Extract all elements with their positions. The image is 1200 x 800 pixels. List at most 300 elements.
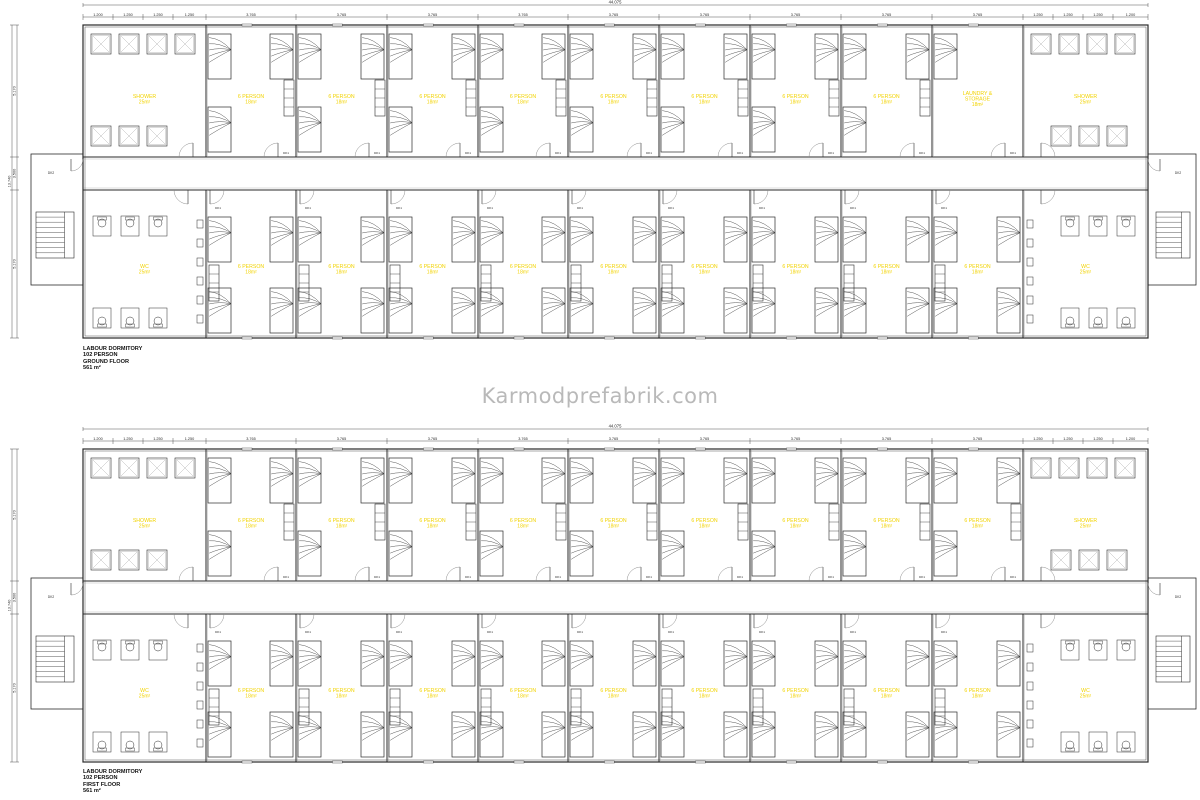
door-swing-arc xyxy=(572,614,586,628)
bed-fold-line xyxy=(209,547,231,560)
door-swing-arc xyxy=(663,190,677,204)
window-mark xyxy=(695,24,705,26)
bed-fold-line xyxy=(390,474,412,480)
window-mark xyxy=(786,761,796,763)
bed-fold-line xyxy=(299,656,321,657)
room-label-top-6-name: 6 PERSON xyxy=(691,94,718,100)
bed-fold-line xyxy=(390,728,412,734)
bed-fold-line xyxy=(543,728,565,741)
bed-fold-line xyxy=(725,50,747,56)
bed-fold-line xyxy=(209,728,231,734)
building-outline xyxy=(83,25,1148,338)
toilet-cistern xyxy=(154,217,163,220)
toilet-bowl xyxy=(1094,317,1102,325)
bed-fold-line xyxy=(935,728,957,734)
bed-fold-line xyxy=(481,50,503,56)
bed-fold-line xyxy=(390,123,412,136)
bed-fold-line xyxy=(907,304,929,310)
bed-fold-line xyxy=(209,50,231,56)
bed-fold-line xyxy=(481,547,503,553)
room-label-bottom-3-area: 18m² xyxy=(426,693,439,700)
room-label-bottom-8-name: 6 PERSON xyxy=(873,688,900,694)
door-swing-arc xyxy=(1041,567,1055,581)
toilet-bowl xyxy=(126,317,134,325)
bed-fold-line xyxy=(634,233,656,239)
toilet-cistern xyxy=(1066,641,1075,644)
bed-fold-line xyxy=(662,122,684,123)
toilet-bowl xyxy=(154,643,162,651)
bed-fold-line xyxy=(299,547,321,553)
bed-fold-line xyxy=(209,233,231,246)
room-label-top-8-area: 18m² xyxy=(880,523,893,530)
bed-fold-line xyxy=(907,657,929,670)
bed-fold-line xyxy=(816,304,838,317)
bed-fold-line xyxy=(816,474,838,480)
bed-fold-line xyxy=(390,233,412,239)
dimension-segment-label: 1.250 xyxy=(1093,12,1103,17)
door-swing-arc xyxy=(845,614,859,628)
room-label-top-1-name: 6 PERSON xyxy=(237,94,265,100)
bed-fold-line xyxy=(362,49,384,50)
bed-fold-line xyxy=(481,474,503,487)
bed-fold-line xyxy=(271,233,293,246)
bed-fold-line xyxy=(453,50,475,56)
door-swing-arc xyxy=(1148,583,1160,595)
bed-fold-line xyxy=(998,657,1020,670)
door-tag: DK1 xyxy=(646,575,652,579)
room-label-top-8-area: 18m² xyxy=(880,99,893,106)
dimension-segment-label: 1.250 xyxy=(153,436,163,441)
bed-fold-line xyxy=(935,547,957,553)
toilet-cistern xyxy=(1122,324,1131,327)
toilet-cistern xyxy=(126,217,135,220)
basin xyxy=(197,220,203,228)
window-mark xyxy=(604,24,614,26)
toilet-bowl xyxy=(1122,317,1130,325)
bed-fold-line xyxy=(753,304,775,310)
bed-fold-line xyxy=(816,49,838,50)
room-label-bottom-10-area: 25m² xyxy=(1079,693,1092,700)
bed-fold-line xyxy=(571,303,593,304)
bed-fold-line xyxy=(816,657,838,670)
bed-fold-line xyxy=(844,657,866,670)
room-label-bottom-10-name: WC xyxy=(1081,688,1090,694)
bed-fold-line xyxy=(362,474,384,480)
bed-fold-line xyxy=(481,657,503,663)
bed-fold-line xyxy=(998,728,1020,734)
window-mark xyxy=(695,448,705,450)
bed-fold-line xyxy=(935,656,957,657)
bed-fold-line xyxy=(725,304,747,310)
bed-fold-line xyxy=(844,233,866,246)
door-tag: DK1 xyxy=(577,206,583,210)
basin xyxy=(197,720,203,728)
bed-fold-line xyxy=(634,728,656,741)
door-swing-arc xyxy=(391,190,405,204)
bed-fold-line xyxy=(844,474,866,480)
basin xyxy=(197,315,203,323)
bed-fold-line xyxy=(271,304,293,310)
bed-fold-line xyxy=(844,304,866,317)
window-mark xyxy=(786,448,796,450)
toilet-cistern xyxy=(1066,217,1075,220)
bed-fold-line xyxy=(725,50,747,63)
bed-fold-line xyxy=(299,123,321,136)
bed-fold-line xyxy=(543,233,565,239)
room-label-top-3-name: 6 PERSON xyxy=(419,518,446,524)
dimension-segment-label: 3.765 xyxy=(427,12,438,17)
toilet-cistern xyxy=(98,641,107,644)
bed-fold-line xyxy=(209,49,231,50)
room-label-bottom-1-name: 6 PERSON xyxy=(237,264,265,270)
room-label-top-5-area: 18m² xyxy=(607,523,620,530)
bed-fold-line xyxy=(725,657,747,663)
bed-fold-line xyxy=(753,728,775,734)
door-tag: DK1 xyxy=(941,206,947,210)
window-mark xyxy=(242,337,252,339)
bed-fold-line xyxy=(481,304,503,310)
toilet-bowl xyxy=(154,741,162,749)
bed-fold-line xyxy=(453,233,475,239)
bed-fold-line xyxy=(209,657,231,670)
bed-fold-line xyxy=(571,233,593,246)
bed-fold-line xyxy=(634,304,656,317)
bed-fold-line xyxy=(362,233,384,246)
bed-fold-line xyxy=(998,303,1020,304)
dimension-segment-label: 3.765 xyxy=(972,12,983,17)
bed-fold-line xyxy=(907,233,929,246)
window-mark xyxy=(514,337,524,339)
dimension-segment-label: 1.200 xyxy=(93,12,103,17)
toilet-cistern xyxy=(1094,748,1103,751)
bed-fold-line xyxy=(634,657,656,670)
bed-fold-line xyxy=(816,233,838,239)
window-mark xyxy=(968,448,978,450)
basin xyxy=(1027,296,1033,304)
bed-fold-line xyxy=(299,546,321,547)
bed-fold-line xyxy=(753,727,775,728)
door-swing-arc xyxy=(754,190,768,204)
bed-fold-line xyxy=(453,656,475,657)
bed-fold-line xyxy=(271,474,293,487)
bed-fold-line xyxy=(662,304,684,310)
bed-fold-line xyxy=(271,474,293,480)
bed-fold-line xyxy=(935,303,957,304)
dimension-side-total-label: 13.740 xyxy=(7,599,12,612)
room-label-top-10-area: 25m² xyxy=(1079,523,1092,530)
toilet-cistern xyxy=(1094,641,1103,644)
bed-fold-line xyxy=(362,50,384,63)
bed-fold-line xyxy=(725,727,747,728)
room-label-top-1-area: 18m² xyxy=(245,523,257,530)
bed-fold-line xyxy=(299,657,321,670)
bed-fold-line xyxy=(299,474,321,480)
bed-fold-line xyxy=(907,50,929,56)
dimension-segment-label: 1.250 xyxy=(1063,12,1073,17)
window-mark xyxy=(786,337,796,339)
door-swing-arc xyxy=(627,567,641,581)
window-mark xyxy=(332,24,342,26)
bed-fold-line xyxy=(362,473,384,474)
bed-fold-line xyxy=(725,304,747,317)
basin xyxy=(1027,258,1033,266)
bed-fold-line xyxy=(543,304,565,310)
bed-fold-line xyxy=(571,546,593,547)
door-tag: DK1 xyxy=(305,630,311,634)
room-label-bottom-4-name: 6 PERSON xyxy=(509,688,537,694)
dimension-segment-label: 1.200 xyxy=(1125,12,1136,17)
bed-fold-line xyxy=(481,232,503,233)
bed-fold-line xyxy=(816,473,838,474)
bed-fold-line xyxy=(753,304,775,317)
basin xyxy=(1027,701,1033,709)
bed-fold-line xyxy=(935,474,957,480)
door-swing-arc xyxy=(446,567,460,581)
door-tag: DK1 xyxy=(577,630,583,634)
dimension-segment-label: 3.765 xyxy=(699,12,710,17)
room-label-top-8-name: 6 PERSON xyxy=(873,518,900,524)
door-swing-arc xyxy=(71,159,83,171)
bed-fold-line xyxy=(453,50,475,63)
bed-fold-line xyxy=(998,232,1020,233)
bed-fold-line xyxy=(271,728,293,741)
toilet-bowl xyxy=(98,741,106,749)
door-tag: DK1 xyxy=(487,206,493,210)
bed-fold-line xyxy=(299,473,321,474)
room-label-top-7-name: 6 PERSON xyxy=(782,518,809,524)
bed-fold-line xyxy=(481,546,503,547)
dimension-segment-label: 1.250 xyxy=(1093,436,1103,441)
bed-fold-line xyxy=(662,50,684,63)
bed-fold-line xyxy=(390,232,412,233)
toilet-bowl xyxy=(98,643,106,651)
door-swing-arc xyxy=(663,614,677,628)
bed-fold-line xyxy=(571,657,593,670)
bed-fold-line xyxy=(271,233,293,239)
bed-fold-line xyxy=(998,474,1020,480)
bed-fold-line xyxy=(543,657,565,663)
door-swing-arc xyxy=(264,567,278,581)
door-swing-arc xyxy=(991,143,1005,157)
bed-fold-line xyxy=(543,304,565,317)
basin xyxy=(197,739,203,747)
bed-fold-line xyxy=(844,123,866,136)
room-label-bottom-6-name: 6 PERSON xyxy=(691,688,718,694)
door-swing-arc xyxy=(355,567,369,581)
basin xyxy=(1027,315,1033,323)
room-label-bottom-7-area: 18m² xyxy=(789,693,802,700)
room-label-bottom-9-area: 18m² xyxy=(971,269,984,276)
bed-fold-line xyxy=(481,728,503,734)
bed-fold-line xyxy=(543,473,565,474)
bed-fold-line xyxy=(998,727,1020,728)
toilet-cistern xyxy=(126,641,135,644)
room-label-top-7-name: 6 PERSON xyxy=(782,94,809,100)
bed-fold-line xyxy=(362,656,384,657)
bed-fold-line xyxy=(816,656,838,657)
basin xyxy=(197,258,203,266)
door-tag: DK1 xyxy=(215,630,221,634)
bed-fold-line xyxy=(362,728,384,741)
bed-fold-line xyxy=(725,728,747,741)
room-label-bottom-0-area: 25m² xyxy=(138,693,151,700)
bed-fold-line xyxy=(725,656,747,657)
bed-fold-line xyxy=(390,728,412,741)
room-label-top-4-name: 6 PERSON xyxy=(509,94,537,100)
bed-fold-line xyxy=(209,232,231,233)
bed-fold-line xyxy=(753,657,775,670)
bed-fold-line xyxy=(844,304,866,310)
bed-fold-line xyxy=(390,657,412,670)
bed-fold-line xyxy=(362,657,384,670)
bed-fold-line xyxy=(390,656,412,657)
bed-fold-line xyxy=(634,473,656,474)
bed-fold-line xyxy=(935,546,957,547)
window-mark xyxy=(968,761,978,763)
dimension-segment-label: 1.250 xyxy=(123,12,133,17)
door-tag: DK1 xyxy=(919,575,925,579)
bed-fold-line xyxy=(662,656,684,657)
bed-fold-line xyxy=(725,232,747,233)
room-label-top-10-area: 25m² xyxy=(1079,99,1092,106)
room-label-bottom-7-area: 18m² xyxy=(789,269,802,276)
room-label-bottom-4-name: 6 PERSON xyxy=(509,264,537,270)
room-label-top-3-area: 18m² xyxy=(426,99,439,106)
door-swing-arc xyxy=(1041,143,1055,157)
caption-title: LABOUR DORMITORY xyxy=(83,769,143,775)
bed-fold-line xyxy=(299,303,321,304)
bed-fold-line xyxy=(816,233,838,246)
room-label-bottom-5-area: 18m² xyxy=(607,693,620,700)
bed-fold-line xyxy=(271,727,293,728)
room-label-top-5-area: 18m² xyxy=(607,99,620,106)
dimension-side-label: 5.170 xyxy=(12,510,17,520)
basin xyxy=(1027,644,1033,652)
door-swing-arc xyxy=(482,190,496,204)
dimension-side-label: 3.500 xyxy=(12,168,17,179)
stair-block xyxy=(31,154,83,285)
basin xyxy=(1027,720,1033,728)
basin xyxy=(1027,239,1033,247)
bed-fold-line xyxy=(453,233,475,246)
bed-fold-line xyxy=(390,474,412,487)
bed-fold-line xyxy=(271,49,293,50)
bed-fold-line xyxy=(844,546,866,547)
dimension-segment-label: 3.765 xyxy=(518,12,528,17)
bed-fold-line xyxy=(209,304,231,317)
dimension-total-label: 44.075 xyxy=(608,423,622,429)
door-swing-arc xyxy=(627,143,641,157)
dimension-segment-label: 3.765 xyxy=(881,12,892,17)
dimension-segment-label: 1.250 xyxy=(1063,436,1073,441)
window-mark xyxy=(514,24,524,26)
bed-fold-line xyxy=(299,728,321,734)
room-label-top-0-name: SHOWER xyxy=(132,94,157,100)
caption-floor: GROUND FLOOR xyxy=(83,358,129,365)
bed-fold-line xyxy=(481,49,503,50)
bed-fold-line xyxy=(816,304,838,310)
toilet-cistern xyxy=(1122,641,1131,644)
bed-fold-line xyxy=(816,50,838,56)
bed-fold-line xyxy=(571,49,593,50)
bed-fold-line xyxy=(844,474,866,487)
bed-fold-line xyxy=(571,123,593,136)
bed-fold-line xyxy=(390,304,412,317)
room-label-bottom-0-area: 25m² xyxy=(138,269,151,276)
room-label-top-8-name: 6 PERSON xyxy=(873,94,900,100)
bed-fold-line xyxy=(481,727,503,728)
window-mark xyxy=(968,337,978,339)
bed-fold-line xyxy=(299,50,321,63)
door-tag: DK1 xyxy=(850,206,856,210)
bed-fold-line xyxy=(998,656,1020,657)
caption-capacity: 102 PERSON xyxy=(83,775,118,782)
door-tag: DK1 xyxy=(283,151,289,155)
bed-fold-line xyxy=(634,474,656,487)
window-mark xyxy=(604,761,614,763)
window-mark xyxy=(604,448,614,450)
bed-fold-line xyxy=(662,123,684,136)
door-swing-arc xyxy=(572,190,586,204)
toilet-bowl xyxy=(1094,741,1102,749)
door-tag: DK1 xyxy=(555,151,561,155)
door-tag: DK1 xyxy=(465,151,471,155)
bed-fold-line xyxy=(816,657,838,663)
dimension-segment-label: 3.765 xyxy=(972,436,983,441)
dimension-segment-label: 3.765 xyxy=(336,436,347,441)
dimension-segment-label: 3.765 xyxy=(790,12,801,17)
bed-fold-line xyxy=(662,547,684,553)
bed-fold-line xyxy=(634,233,656,246)
bed-fold-line xyxy=(753,657,775,663)
bed-fold-line xyxy=(935,657,957,670)
bed-fold-line xyxy=(662,473,684,474)
bed-fold-line xyxy=(481,728,503,741)
bed-fold-line xyxy=(209,657,231,663)
bed-fold-line xyxy=(571,304,593,317)
bed-fold-line xyxy=(634,49,656,50)
door-swing-arc xyxy=(300,190,314,204)
bed-fold-line xyxy=(935,547,957,560)
bed-fold-line xyxy=(634,657,656,663)
dimension-segment-label: 1.250 xyxy=(1033,436,1043,441)
toilet-cistern xyxy=(154,324,163,327)
bed-fold-line xyxy=(299,232,321,233)
bed-fold-line xyxy=(390,304,412,310)
bed-fold-line xyxy=(844,233,866,239)
bed-fold-line xyxy=(662,474,684,480)
window-mark xyxy=(423,761,433,763)
bed-fold-line xyxy=(390,727,412,728)
bed-fold-line xyxy=(390,50,412,56)
toilet-bowl xyxy=(1122,741,1130,749)
bed-fold-line xyxy=(634,304,656,310)
toilet-bowl xyxy=(1066,317,1074,325)
bed-fold-line xyxy=(725,474,747,487)
door-tag: DK1 xyxy=(850,630,856,634)
room-label-bottom-6-name: 6 PERSON xyxy=(691,264,718,270)
bed-fold-line xyxy=(998,728,1020,741)
bed-fold-line xyxy=(725,49,747,50)
door-swing-arc xyxy=(482,614,496,628)
dimension-segment-label: 3.765 xyxy=(518,436,528,441)
door-tag: DK1 xyxy=(1010,151,1016,155)
room-label-bottom-1-area: 18m² xyxy=(245,693,257,700)
bed-fold-line xyxy=(907,50,929,63)
room-label-top-4-area: 18m² xyxy=(517,99,529,106)
bed-fold-line xyxy=(662,474,684,487)
door-swing-arc xyxy=(536,567,550,581)
